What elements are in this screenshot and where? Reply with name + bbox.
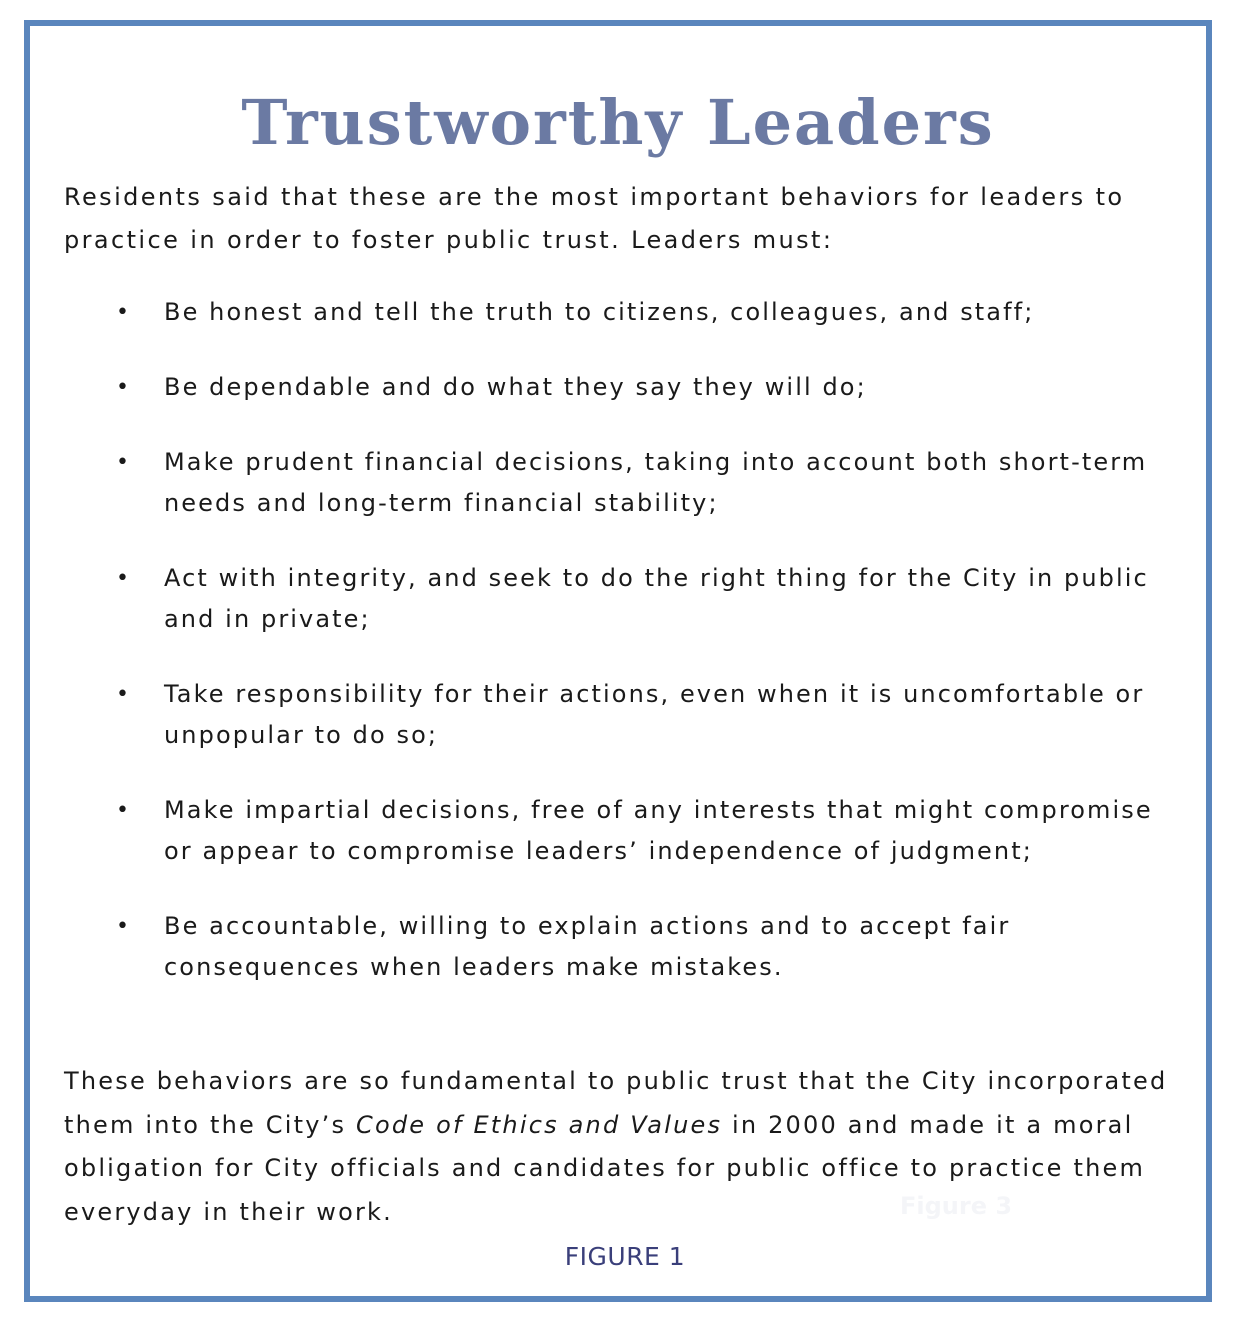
list-item (30, 906, 1206, 988)
page-title: Trustworthy Leaders (241, 86, 995, 159)
bullet-icon: • (116, 450, 132, 475)
closing-text-start: These behaviors are so fundamental to public trust that the City incorporated them into the City’s (64, 1067, 1168, 1139)
closing-text-end: in 2000 and made it a moral obligation for City officials and candidates for public office to practice them everyday in their work. (64, 1110, 1146, 1226)
faint-figure-label: Figure 3 (900, 1192, 1013, 1220)
list-item (30, 442, 1206, 524)
intro-paragraph: Residents said that these are the most important behaviors for leaders to practice in order to foster public trust. Leaders must: (64, 183, 1125, 254)
list-item-text: Be accountable, willing to explain actions and to accept fair consequences when leaders make mistakes. (164, 912, 1011, 981)
list-item-text: Make prudent financial decisions, taking into account both short-term needs and long-term financial stability; (164, 448, 1148, 517)
behaviors-list (30, 292, 1206, 1022)
bullet-icon: • (116, 798, 132, 823)
list-item-text: Be dependable and do what they say they will do; (164, 373, 867, 401)
document-frame (24, 20, 1212, 1302)
list-item (30, 674, 1206, 756)
code-of-ethics-title: Code of Ethics and Values (356, 1110, 723, 1139)
list-item (30, 367, 1206, 408)
bullet-icon: • (116, 300, 132, 325)
bullet-icon: • (116, 682, 132, 707)
list-item-text: Act with integrity, and seek to do the right thing for the City in public and in private; (164, 564, 1149, 633)
bullet-icon: • (116, 914, 132, 939)
figure-caption: FIGURE 1 (564, 1242, 686, 1271)
list-item-text: Take responsibility for their actions, even when it is uncomfortable or unpopular to do so; (164, 680, 1145, 749)
bullet-icon: • (116, 566, 132, 591)
list-item-text: Make impartial decisions, free of any interests that might compromise or appear to compromise leaders’ independence of judgment; (164, 796, 1153, 865)
list-item (30, 790, 1206, 872)
list-item (30, 558, 1206, 640)
bullet-icon: • (116, 375, 132, 400)
list-item (30, 292, 1206, 333)
list-item-text: Be honest and tell the truth to citizens, colleagues, and staff; (164, 298, 1035, 326)
